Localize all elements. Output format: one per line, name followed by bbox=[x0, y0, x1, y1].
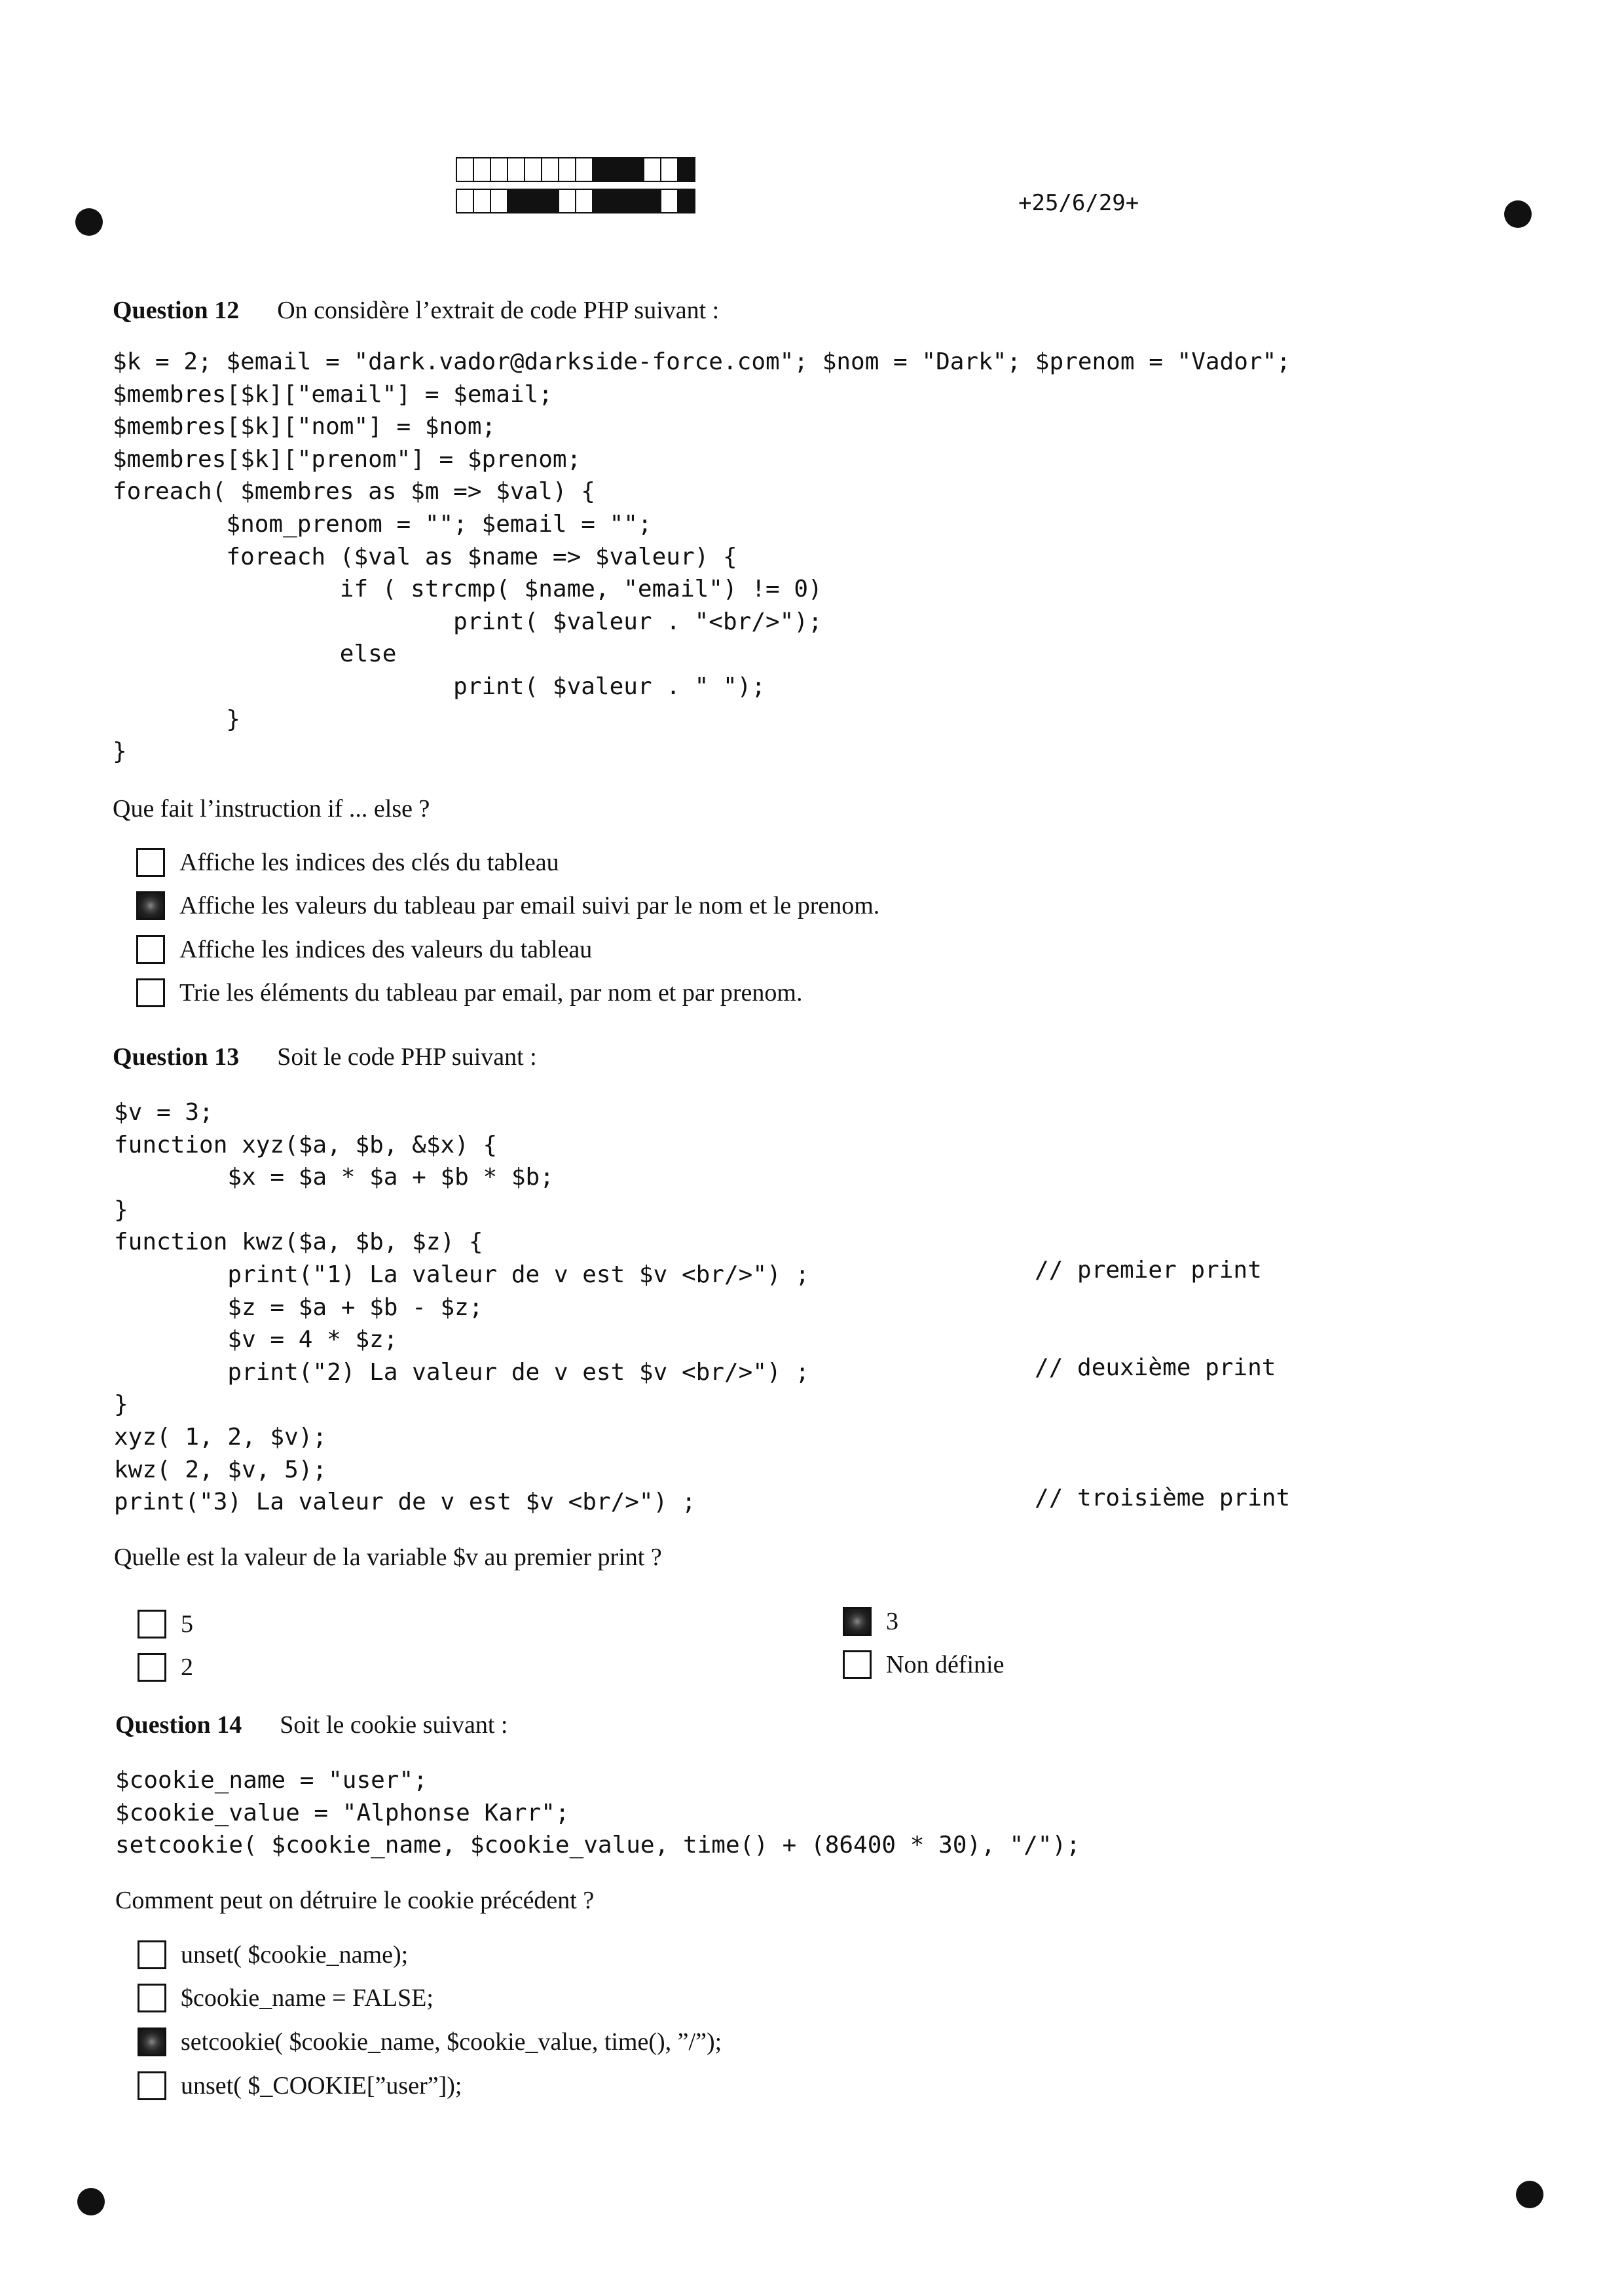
checkbox[interactable] bbox=[136, 935, 165, 964]
checkbox[interactable] bbox=[843, 1650, 872, 1679]
option-label: 5 bbox=[181, 1610, 193, 1638]
question-intro: On considère l’extrait de code PHP suivant : bbox=[277, 297, 720, 324]
barcode-row-1 bbox=[456, 157, 694, 182]
q12-option[interactable] bbox=[136, 935, 592, 964]
option-label: unset( $cookie_name); bbox=[181, 1941, 409, 1969]
barcode-cell bbox=[473, 157, 491, 182]
option-label: Affiche les valeurs du tableau par email suivi par le nom et le prenom. bbox=[179, 892, 880, 919]
barcode-row-2 bbox=[456, 189, 694, 213]
checkbox[interactable] bbox=[138, 1984, 166, 2012]
question-intro: Soit le code PHP suivant : bbox=[277, 1043, 537, 1071]
q14-option[interactable] bbox=[138, 2028, 722, 2056]
code-comment: // deuxième print bbox=[1035, 1354, 1276, 1381]
barcode-cell bbox=[575, 189, 593, 213]
question-14-prompt: Comment peut on détruire le cookie précédent ? bbox=[115, 1887, 595, 1914]
barcode-cell bbox=[541, 157, 559, 182]
barcode-cell bbox=[490, 189, 508, 213]
barcode-cell bbox=[677, 189, 695, 213]
checkbox-checked[interactable] bbox=[138, 2028, 166, 2056]
option-label: 3 bbox=[886, 1608, 898, 1635]
barcode-cell bbox=[507, 157, 525, 182]
barcode-cell bbox=[592, 189, 610, 213]
option-label: Affiche les indices des valeurs du tableau bbox=[179, 936, 593, 963]
q13-option[interactable] bbox=[843, 1650, 1004, 1679]
barcode-cell bbox=[643, 189, 661, 213]
q14-option[interactable] bbox=[138, 1984, 434, 2012]
option-label: $cookie_name = FALSE; bbox=[181, 1984, 434, 2012]
barcode-cell bbox=[490, 157, 508, 182]
checkbox[interactable] bbox=[136, 978, 165, 1007]
question-13-prompt: Quelle est la valeur de la variable $v au premier print ? bbox=[114, 1544, 662, 1571]
question-12-code: $k = 2; $email = "dark.vador@darkside-force.com"; $nom = "Dark"; $prenom = "Vador"; $membres[$k]["email"] = $email; $membres[$k]["nom"] = $nom; $membres[$k]["prenom"] = $prenom; foreach( $membres as $m => $val) { $nom_prenom = ""; $email = ""; foreach ($val as $name => $valeur) { if ( strcmp( $name, "email") != 0) print( $valeur . "<br/>"); else print( $valeur . " "); } } bbox=[113, 348, 1291, 766]
option-label: Affiche les indices des clés du tableau bbox=[179, 849, 559, 876]
question-number: Question 14 bbox=[115, 1711, 242, 1739]
barcode-cell bbox=[626, 189, 644, 213]
q13-option[interactable] bbox=[843, 1607, 898, 1636]
question-14-header bbox=[115, 1711, 508, 1739]
barcode-cell bbox=[456, 157, 474, 182]
page-identifier: +25/6/29+ bbox=[1018, 190, 1139, 216]
barcode-cell bbox=[507, 189, 525, 213]
registration-mark-top-left bbox=[75, 208, 103, 236]
question-13-header bbox=[113, 1043, 537, 1071]
barcode-cell bbox=[626, 157, 644, 182]
barcode-cell bbox=[660, 157, 678, 182]
barcode-cell bbox=[558, 157, 576, 182]
q12-option[interactable] bbox=[136, 891, 879, 920]
option-label: 2 bbox=[181, 1654, 193, 1681]
q14-option[interactable] bbox=[138, 2071, 462, 2100]
question-12-prompt: Que fait l’instruction if ... else ? bbox=[113, 795, 430, 823]
option-label: setcookie( $cookie_name, $cookie_value, time(), ”/”); bbox=[181, 2028, 722, 2056]
barcode-cell bbox=[558, 189, 576, 213]
q14-option[interactable] bbox=[138, 1940, 408, 1969]
question-number: Question 12 bbox=[113, 297, 240, 324]
registration-mark-bottom-left bbox=[77, 2188, 105, 2215]
code-comment: // troisième print bbox=[1035, 1485, 1291, 1511]
barcode-cell bbox=[541, 189, 559, 213]
barcode-cell bbox=[473, 189, 491, 213]
barcode-cell bbox=[456, 189, 474, 213]
question-number: Question 13 bbox=[113, 1043, 240, 1071]
q12-option[interactable] bbox=[136, 978, 802, 1007]
question-13-code: $v = 3; function xyz($a, $b, &$x) { $x = $a * $a + $b * $b; } function kwz($a, $b, $z) { print("1) La valeur de v est $v <br/>") ; $z = $a + $b - $z; $v = 4 * $z; print("2) La valeur de v est $v <br/>") ; } xyz( 1, 2, $v); kwz( 2, $v, 5); print("3) La valeur de v est $v <br/>") ; bbox=[114, 1099, 810, 1516]
barcode-cell bbox=[677, 157, 695, 182]
barcode-cell bbox=[609, 189, 627, 213]
checkbox[interactable] bbox=[138, 1610, 166, 1639]
registration-mark-bottom-right bbox=[1516, 2181, 1543, 2208]
barcode-cell bbox=[660, 189, 678, 213]
barcode-cell bbox=[524, 157, 542, 182]
option-label: unset( $_COOKIE[”user”]); bbox=[181, 2072, 462, 2100]
barcode-cell bbox=[575, 157, 593, 182]
checkbox[interactable] bbox=[138, 2071, 166, 2100]
barcode-cell bbox=[609, 157, 627, 182]
question-12-header bbox=[113, 296, 719, 325]
barcode-cell bbox=[592, 157, 610, 182]
question-14-code: $cookie_name = "user"; $cookie_value = "Alphonse Karr"; setcookie( $cookie_name, $cookie_value, time() + (86400 * 30), "/"); bbox=[115, 1767, 1080, 1859]
option-label: Non définie bbox=[886, 1651, 1005, 1678]
barcode-cell bbox=[643, 157, 661, 182]
checkbox[interactable] bbox=[138, 1653, 166, 1682]
option-label: Trie les éléments du tableau par email, par nom et par prenom. bbox=[179, 979, 803, 1007]
q12-option[interactable] bbox=[136, 848, 559, 877]
checkbox-checked[interactable] bbox=[843, 1607, 872, 1636]
q13-option[interactable] bbox=[138, 1653, 193, 1682]
registration-mark-top-right bbox=[1504, 200, 1532, 228]
code-comment: // premier print bbox=[1035, 1257, 1262, 1284]
barcode-cell bbox=[524, 189, 542, 213]
q13-option[interactable] bbox=[138, 1610, 193, 1639]
checkbox[interactable] bbox=[138, 1940, 166, 1969]
question-intro: Soit le cookie suivant : bbox=[280, 1711, 508, 1739]
checkbox-checked[interactable] bbox=[136, 891, 165, 920]
checkbox[interactable] bbox=[136, 848, 165, 877]
